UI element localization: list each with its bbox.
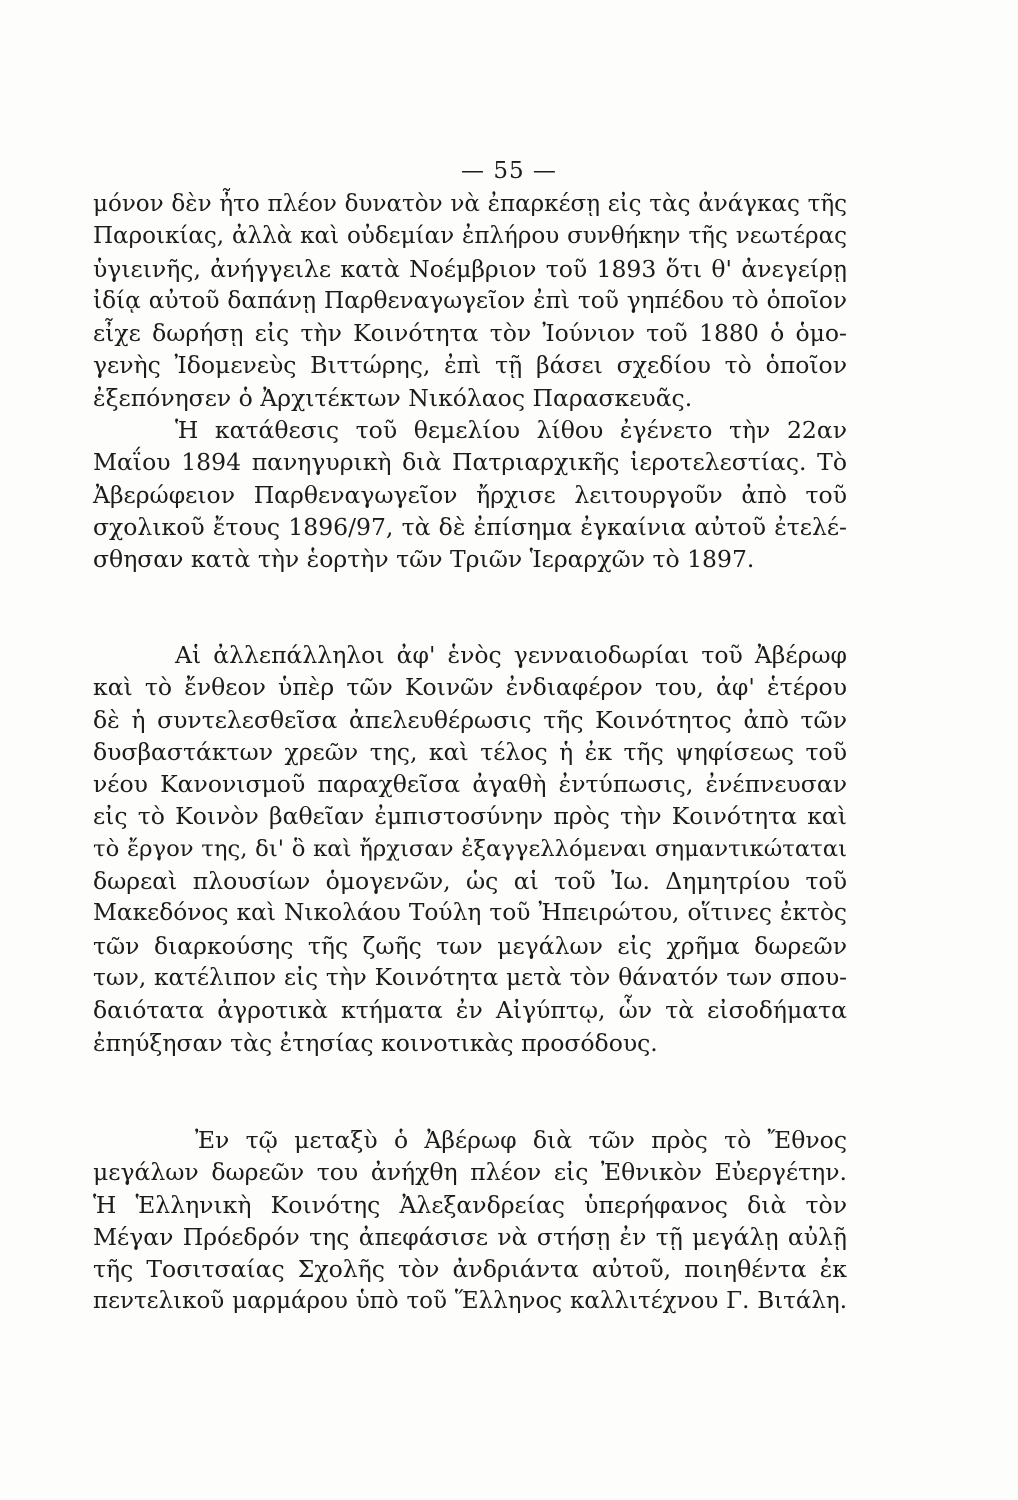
page-number: — 55 — (461, 158, 557, 184)
text-line: Ἡ Ἑλληνικὴ Κοινότης Ἀλεξανδρείας ὑπερήφανος διὰ τὸν (93, 1190, 847, 1219)
paragraph (93, 639, 847, 1059)
text-line: Ἐν τῷ μεταξὺ ὁ Ἀβέρωφ διὰ τῶν πρὸς τὸ Ἔθνος (195, 1126, 847, 1154)
text-line: σθησαν κατὰ τὴν ἑορτὴν τῶν Τριῶν Ἱεραρχῶν τὸ 1897. (93, 545, 755, 574)
text-line: γενὴς Ἰδομενεὺς Βιττώρης, ἐπὶ τῇ βάσει σχεδίου τὸ ὁποῖον (93, 351, 847, 380)
text-line: εἰς τὸ Κοινὸν βαθεῖαν ἐμπιστοσύνην πρὸς τὴν Κοινότητα καὶ (93, 802, 847, 831)
text-line: ἐπηύξησαν τὰς ἐτησίας κοινοτικὰς προσόδους. (93, 1028, 658, 1057)
text-line: Μέγαν Πρόεδρόν της ἀπεφάσισε νὰ στήσῃ ἐν τῇ μεγάλῃ αὐλῇ (93, 1222, 847, 1251)
text-line: ἰδίᾳ αὐτοῦ δαπάνῃ Παρθεναγωγεῖον ἐπὶ τοῦ γηπέδου τὸ ὁποῖον (93, 286, 847, 314)
text-line: ὑγιεινῆς, ἀνήγγειλε κατὰ Νοέμβριον τοῦ 1893 ὅτι θ' ἀνεγείρῃ (93, 254, 847, 283)
text-line: μεγάλων δωρεῶν του ἀνήχθη πλέον εἰς Ἐθνικὸν Εὐεργέτην. (93, 1158, 847, 1187)
text-line: δὲ ἡ συντελεσθεῖσα ἀπελευθέρωσις τῆς Κοινότητος ἀπὸ τῶν (93, 705, 847, 734)
text-line: Ἀβερώφειον Παρθεναγωγεῖον ἤρχισε λειτουργοῦν ἀπὸ τοῦ (93, 480, 847, 509)
text-line: δυσβαστάκτων χρεῶν της, καὶ τέλος ἡ ἐκ τῆς ψηφίσεως τοῦ (93, 737, 847, 766)
text-line: τῆς Τοσιτσαίας Σχολῆς τὸν ἀνδριάντα αὐτοῦ, ποιηθέντα ἐκ (93, 1255, 847, 1284)
text-line: δωρεαὶ πλουσίων ὁμογενῶν, ὡς αἱ τοῦ Ἰω. Δημητρίου τοῦ (93, 867, 847, 896)
text-line: Παροικίας, ἀλλὰ καὶ οὐδεμίαν ἐπλήρου συνθήκην τῆς νεωτέρας (93, 223, 847, 250)
text-line: των, κατέλιπον εἰς τὴν Κοινότητα μετὰ τὸν θάνατόν των σπου- (93, 963, 847, 991)
text-line: νέου Κανονισμοῦ παραχθεῖσα ἀγαθὴ ἐντύπωσις, ἐνέπνευσαν (93, 770, 847, 799)
paragraph (93, 1124, 847, 1318)
text-line: δαιότατα ἀγροτικὰ κτήματα ἐν Αἰγύπτῳ, ὧν τὰ εἰσοδήματα (93, 996, 847, 1025)
text-line: τὸ ἔργον της, δι' ὃ καὶ ἤρχισαν ἐξαγγελλόμεναι σημαντικώταται (93, 835, 847, 862)
paragraph (93, 188, 847, 576)
text-line: Ἡ κατάθεσις τοῦ θεμελίου λίθου ἐγένετο τὴν 22αν (175, 416, 847, 445)
text-line: εἶχε δωρήσῃ εἰς τὴν Κοινότητα τὸν Ἰούνιον τοῦ 1880 ὁ ὁμο- (93, 319, 847, 348)
text-line: Αἱ ἀλλεπάλληλοι ἀφ' ἑνὸς γενναιοδωρίαι τοῦ Ἀβέρωφ (175, 641, 847, 669)
text-line: μόνον δὲν ἦτο πλέον δυνατὸν νὰ ἐπαρκέσῃ εἰς τὰς ἀνάγκας τῆς (93, 191, 847, 217)
text-line: καὶ τὸ ἔνθεον ὑπὲρ τῶν Κοινῶν ἐνδιαφέρον του, ἀφ' ἑτέρου (93, 673, 847, 702)
text-line: τῶν διαρκούσης τῆς ζωῆς των μεγάλων εἰς χρῆμα δωρεῶν (93, 931, 847, 960)
text-line: ἐξεπόνησεν ὁ Ἀρχιτέκτων Νικόλαος Παρασκευᾶς. (93, 383, 693, 412)
text-line: σχολικοῦ ἔτους 1896/97, τὰ δὲ ἐπίσημα ἐγκαίνια αὐτοῦ ἐτελέ- (93, 512, 847, 541)
text-line: Μαΐου 1894 πανηγυρικὴ διὰ Πατριαρχικῆς ἱεροτελεστίας. Τὸ (93, 448, 847, 477)
text-line: πεντελικοῦ μαρμάρου ὑπὸ τοῦ Ἕλληνος καλλιτέχνου Γ. Βιτάλη. (93, 1288, 847, 1315)
text-line: Μακεδόνος καὶ Νικολάου Τούλη τοῦ Ἠπειρώτου, οἵτινες ἐκτὸς (93, 899, 847, 927)
